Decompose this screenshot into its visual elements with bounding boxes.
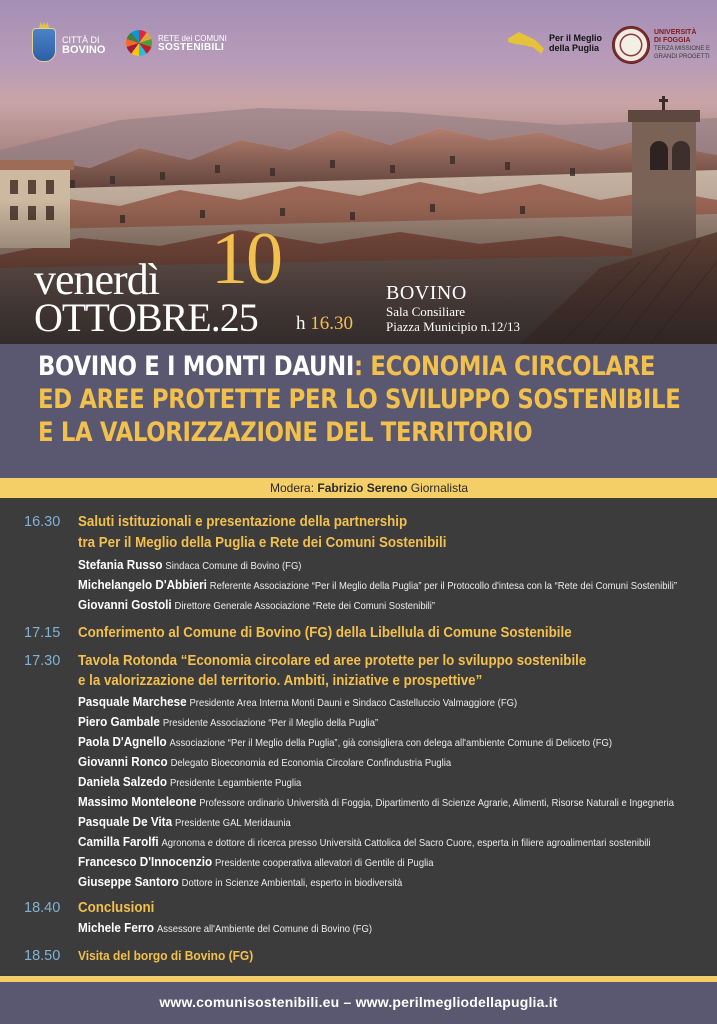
speaker-role: Agronoma e dottore di ricerca presso Università Cattolica del Sacro Cuore, esperta in filiere agroalimentari sostenibili: [161, 837, 651, 849]
speaker-role: Presidente Associazione “Per il Meglio della Puglia”: [162, 717, 379, 729]
event-time-value: 16.30: [310, 313, 353, 334]
moderator-line: [270, 481, 468, 495]
bovino-logo-line1: CITTÀ DI: [62, 35, 100, 45]
program-time: 16.30: [24, 514, 61, 530]
rete-logo-line2: SOSTENIBILI: [158, 42, 225, 53]
speaker: [78, 854, 434, 869]
speaker-name: Giovanni Ronco: [78, 754, 168, 769]
program-time: 18.50: [24, 948, 61, 964]
logo-rete-comuni-sostenibili: [126, 30, 227, 56]
event-month-year: OTTOBRE.25: [34, 295, 258, 340]
moderator-label: Modera:: [270, 481, 315, 495]
puglia-logo-line2: della Puglia: [549, 43, 600, 53]
event-time-prefix: h: [296, 313, 306, 334]
venue-city: BOVINO: [386, 282, 467, 304]
speaker-name: Camilla Farolfi: [78, 834, 159, 849]
speaker: [78, 597, 435, 612]
speaker: [78, 714, 378, 729]
program-heading: Conferimento al Comune di Bovino (FG) della Libellula di Comune Sostenibile: [78, 625, 572, 641]
speaker: [78, 774, 301, 789]
puglia-region-icon: [508, 32, 544, 54]
speaker: [78, 814, 291, 829]
event-day-number: 10: [211, 218, 281, 300]
logo-per-il-meglio-della-puglia: [508, 32, 602, 54]
speaker-name: Francesco D'Innocenzio: [78, 854, 213, 869]
speaker-name: Giovanni Gostoli: [78, 597, 172, 612]
title-line3: E LA VALORIZZAZIONE DEL TERRITORIO: [38, 417, 533, 448]
venue-hall: Sala Consiliare: [386, 304, 466, 319]
foggia-seal-icon: [612, 26, 650, 64]
program-section: [0, 498, 717, 974]
speaker-name: Daniela Salzedo: [78, 774, 168, 789]
venue-address: Piazza Municipio n.12/13: [386, 319, 520, 334]
speaker-role: Professore ordinario Università di Foggia, Dipartimento di Scienze Agrarie, Alimenti, Risorse Naturali e Ingegneria: [199, 797, 675, 809]
speaker-name: Pasquale De Vita: [78, 814, 173, 829]
puglia-logo-line1: Per il Meglio: [549, 33, 603, 43]
logo-universita-di-foggia: [612, 26, 710, 64]
rete-logo-line1: RETE dei COMUNI: [158, 34, 227, 43]
speaker-role: Presidente Area Interna Monti Dauni e Sindaco Castelluccio Valmaggiore (FG): [189, 697, 518, 709]
logo-citta-di-bovino: [32, 28, 105, 62]
speaker-role: Presidente cooperativa allevatori di Gentile di Puglia: [214, 857, 434, 869]
foggia-logo-line4: GRANDI PROGETTI: [654, 54, 710, 60]
program-time: 17.30: [24, 653, 61, 669]
speaker: [78, 754, 451, 769]
speaker-name: Giuseppe Santoro: [78, 874, 179, 889]
speaker-role: Assessore all'Ambiente del Comune di Bovino (FG): [156, 923, 373, 935]
bovino-crest-icon: [32, 28, 56, 62]
speaker-name: Pasquale Marchese: [78, 694, 187, 709]
speaker: [78, 577, 677, 592]
speaker-name: Massimo Monteleone: [78, 794, 197, 809]
moderator-role: Giornalista: [410, 481, 469, 495]
program-time: 18.40: [24, 900, 61, 916]
program-heading: Saluti istituzionali e presentazione della partnership: [78, 514, 408, 530]
program-heading: Visita del borgo di Bovino (FG): [78, 948, 254, 963]
speaker-role: Referente Associazione “Per il Meglio della Puglia” per il Protocollo d'intesa con la “Rete dei Comuni Sostenibili”: [209, 580, 677, 592]
speaker-role: Associazione “Per il Meglio della Puglia”, già consigliera con delega all'ambiente Comune di Deliceto (FG): [169, 737, 612, 749]
speaker-role: Dottore in Scienze Ambientali, esperto in biodiversità: [181, 877, 403, 889]
program-heading: Conclusioni: [78, 900, 155, 916]
speaker-role: Presidente Legambiente Puglia: [169, 777, 302, 789]
title-line2: ED AREE PROTETTE PER LO SVILUPPO SOSTENIBILE: [38, 384, 681, 415]
footer-links[interactable]: www.comunisostenibili.eu – www.perilmegliodellapuglia.it: [159, 994, 558, 1010]
title-line1-white: BOVINO E I MONTI DAUNI: [38, 351, 354, 382]
bovino-logo-line2: BOVINO: [62, 44, 106, 56]
speaker-role: Delegato Bioeconomia ed Economia Circolare Confindustria Puglia: [170, 757, 452, 769]
foggia-logo-line1: UNIVERSITÀ: [654, 29, 697, 36]
event-time: [296, 314, 353, 334]
speaker-name: Michele Ferro: [78, 920, 155, 935]
foggia-logo-line3: TERZA MISSIONE E: [654, 46, 711, 52]
speaker-name: Paola D'Agnello: [78, 734, 167, 749]
speaker: [78, 734, 612, 749]
event-venue: [386, 282, 520, 334]
speaker: [78, 874, 402, 889]
speaker-role: Direttore Generale Associazione “Rete dei Comuni Sostenibili”: [174, 600, 436, 612]
speaker: [78, 834, 651, 849]
foggia-logo-line2: DI FOGGIA: [654, 37, 691, 44]
rete-sdg-wheel-icon: [126, 30, 152, 56]
speaker-name: Michelangelo D'Abbieri: [78, 577, 207, 592]
speaker-role: Presidente GAL Meridaunia: [174, 817, 291, 829]
speaker-name: Piero Gambale: [78, 714, 160, 729]
program-heading: tra Per il Meglio della Puglia e Rete dei Comuni Sostenibili: [78, 535, 447, 551]
speaker-name: Stefania Russo: [78, 557, 163, 572]
event-weekday: venerdì: [34, 255, 159, 304]
speaker-role: Sindaca Comune di Bovino (FG): [165, 560, 302, 572]
speaker: [78, 794, 674, 809]
program-time: 17.15: [24, 625, 61, 641]
program-heading: e la valorizzazione del territorio. Ambiti, iniziative e prospettive”: [78, 673, 483, 689]
hero-town-photo: [0, 0, 717, 344]
moderator-name: Fabrizio Sereno: [317, 481, 408, 495]
event-title: [38, 350, 681, 449]
speaker: [78, 920, 372, 935]
speaker: [78, 694, 517, 709]
program-heading: Tavola Rotonda “Economia circolare ed aree protette per lo sviluppo sostenibile: [78, 653, 587, 669]
speaker: [78, 557, 301, 572]
title-line1-yellow: : ECONOMIA CIRCOLARE: [353, 351, 656, 382]
